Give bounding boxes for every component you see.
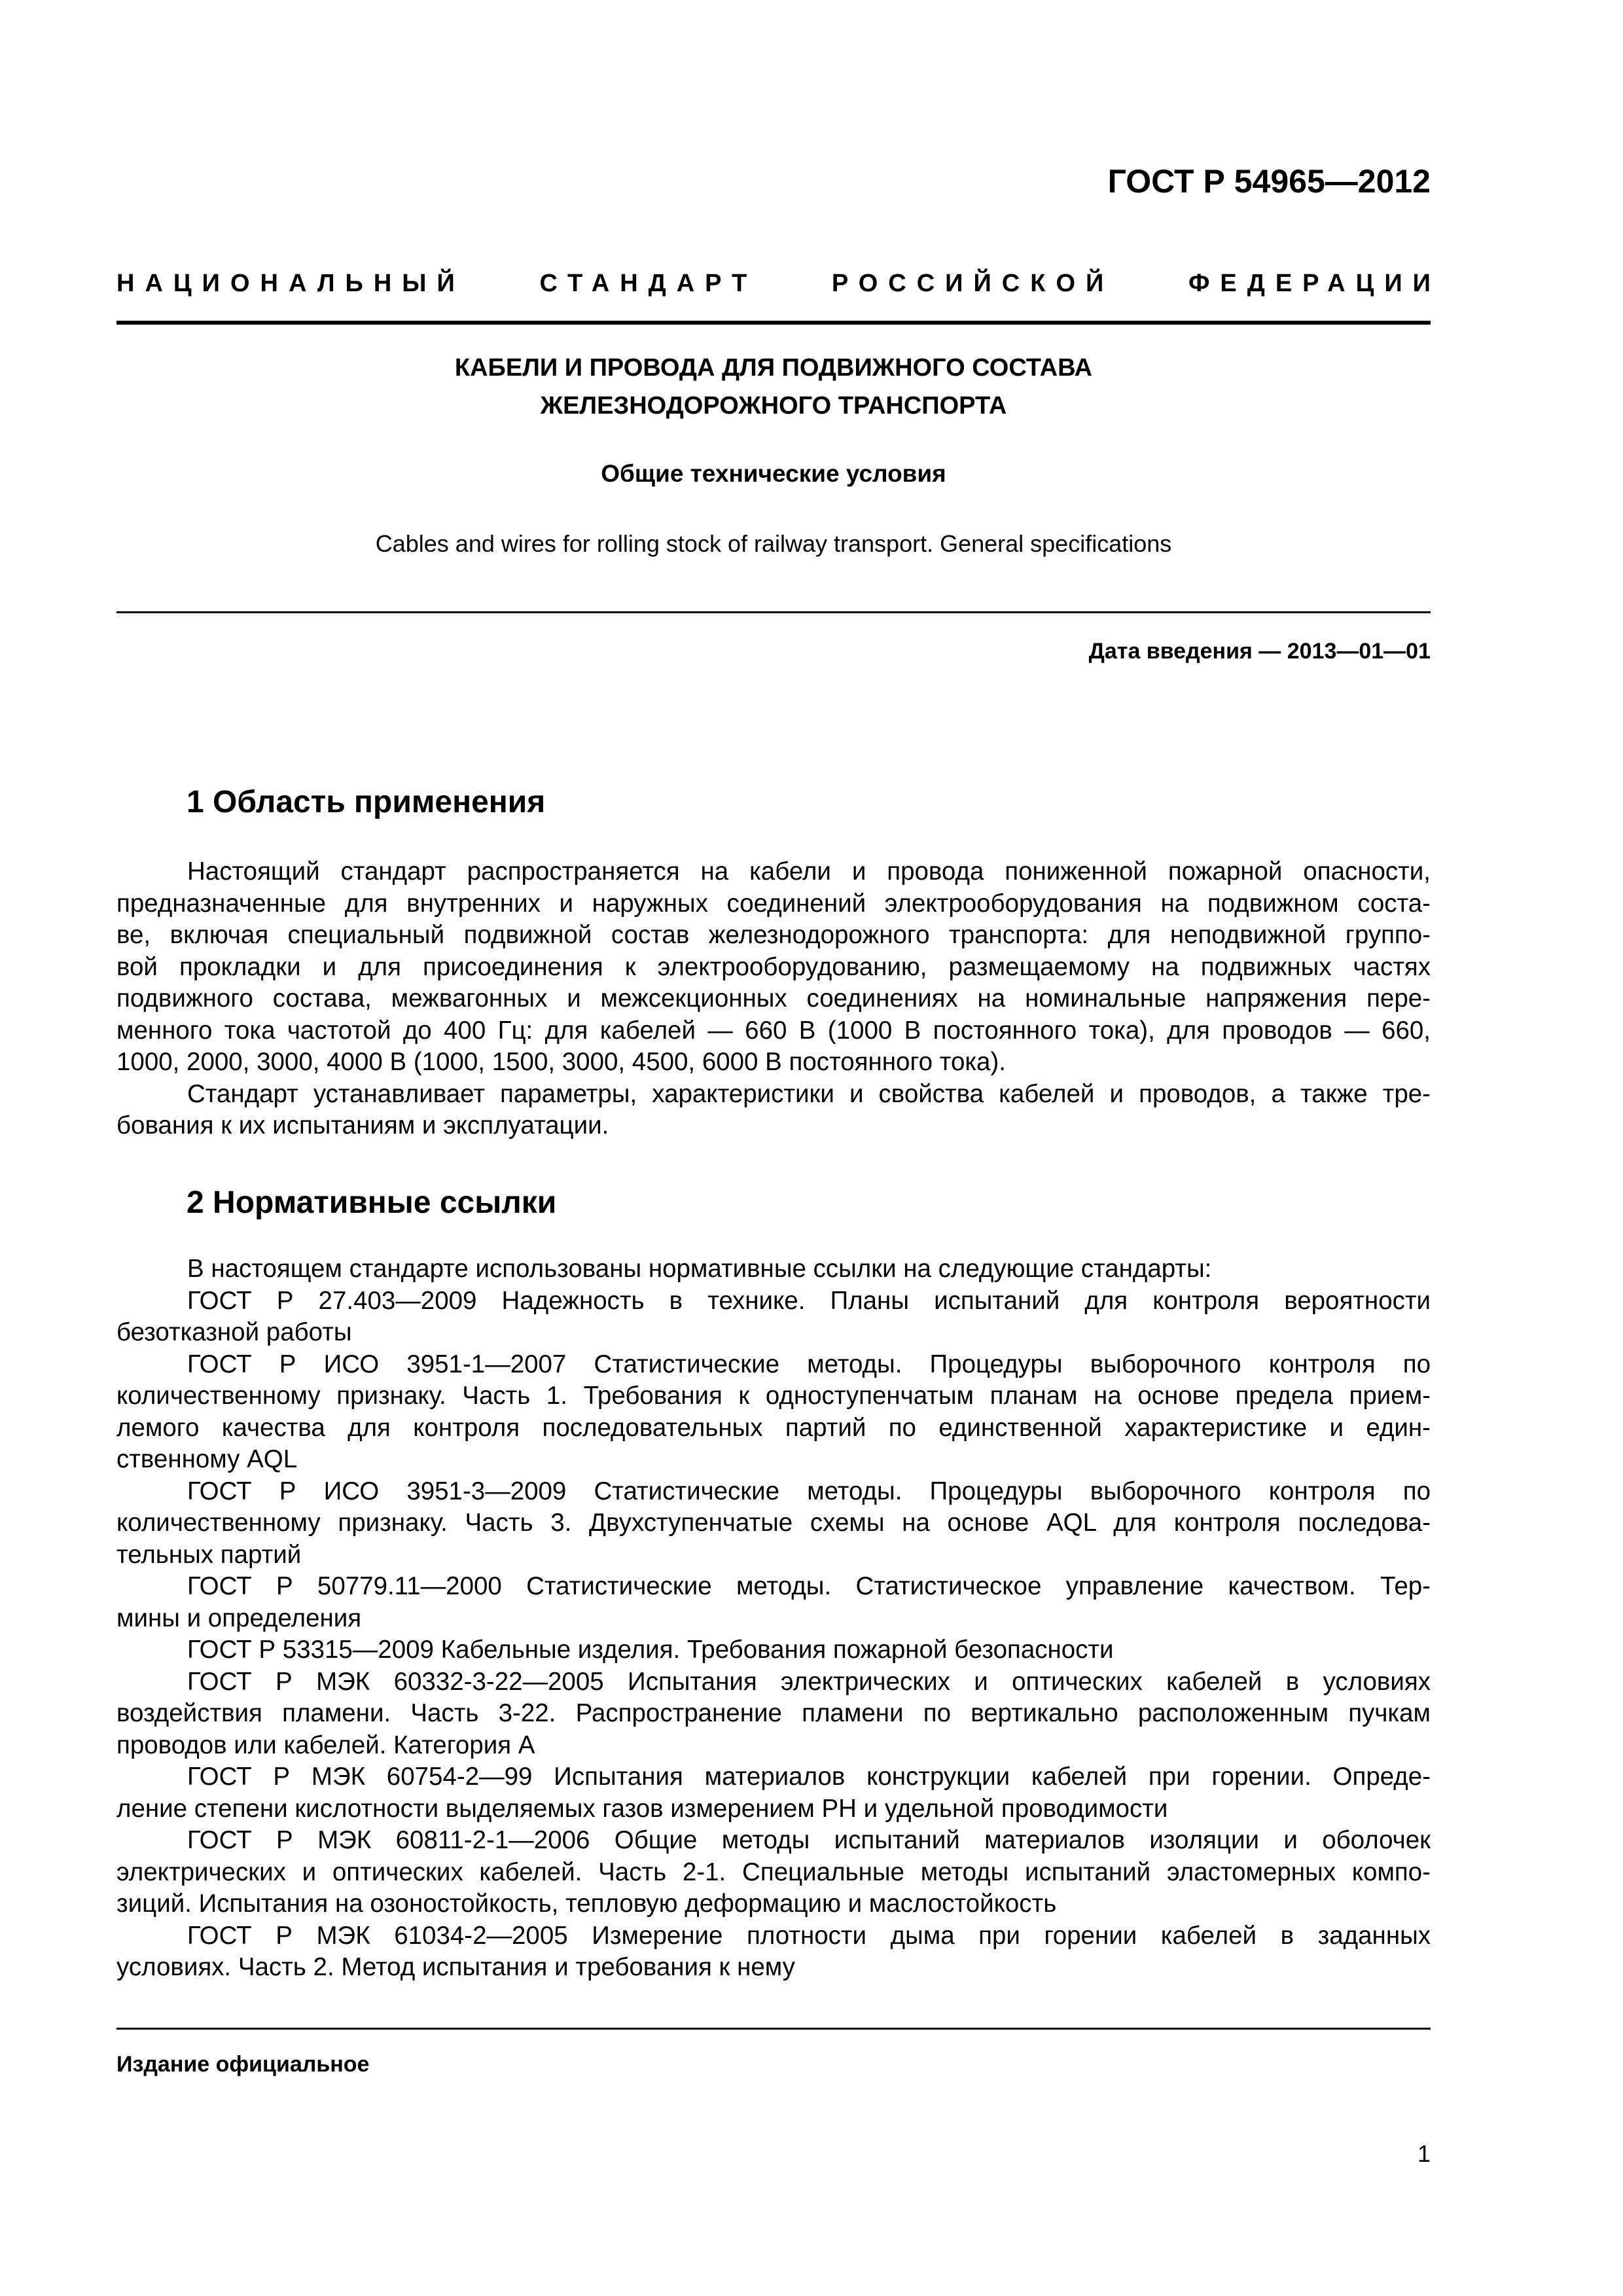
text-line: ГОСТ Р МЭК 61034-2—2005 Измерение плотности дыма при горении кабелей в заданных (187, 1921, 1431, 1950)
section-heading-references: 2 Нормативные ссылки (187, 1185, 557, 1220)
footer-rule (116, 2028, 1431, 2030)
text-line: Настоящий стандарт распространяется на кабели и провода пониженной пожарной опасности, (187, 857, 1431, 886)
standard-header-word: РОССИЙСКОЙ (831, 270, 1115, 297)
text-line: ление степени кислотности выделяемых газов измерением PH и удельной проводимости (116, 1794, 1168, 1823)
text-line: воздействия пламени. Часть 3-22. Распространение пламени по вертикально расположенным пучкам (116, 1699, 1431, 1727)
standard-header-word: НАЦИОНАЛЬНЫЙ (116, 270, 465, 297)
section-heading-scope: 1 Область применения (187, 785, 546, 819)
text-line: количественному признаку. Часть 1. Требования к одноступенчатым планам на основе предела прием- (116, 1382, 1431, 1410)
text-line: бования к их испытаниям и эксплуатации. (116, 1111, 609, 1139)
text-line: подвижного состава, межвагонных и межсекционных соединениях на номинальные напряжения пере- (116, 984, 1431, 1013)
introduction-date: Дата введения — 2013—01—01 (1088, 639, 1431, 664)
text-line: В настоящем стандарте использованы нормативные ссылки на следующие стандарты: (187, 1255, 1212, 1283)
text-line: менного тока частотой до 400 Гц: для кабелей — 660 В (1000 В постоянного тока), для проводов — 660, (116, 1016, 1431, 1045)
text-line: ГОСТ Р 53315—2009 Кабельные изделия. Требования пожарной безопасности (187, 1636, 1114, 1664)
text-line: проводов или кабелей. Категория А (116, 1731, 535, 1759)
text-line: зиций. Испытания на озоностойкость, тепловую деформацию и маслостойкость (116, 1890, 1057, 1918)
document-number: ГОСТ Р 54965—2012 (1107, 163, 1431, 200)
text-line: безотказной работы (116, 1318, 352, 1346)
text-line: ГОСТ Р МЭК 60811-2-1—2006 Общие методы испытаний материалов изоляции и оболочек (187, 1826, 1431, 1854)
title-rule (116, 611, 1431, 613)
text-line: Стандарт устанавливает параметры, характеристики и свойства кабелей и проводов, а также тре- (187, 1079, 1431, 1108)
document-title-line-2: ЖЕЛЕЗНОДОРОЖНОГО ТРАНСПОРТА (540, 392, 1007, 420)
text-line: ГОСТ Р 50779.11—2000 Статистические методы. Статистическое управление качеством. Тер- (187, 1572, 1431, 1600)
text-line: вой прокладки и для присоединения к электрооборудованию, размещаемому на подвижных частях (116, 952, 1431, 981)
english-title: Cables and wires for rolling stock of railway transport. General specifications (375, 530, 1172, 557)
text-line: лемого качества для контроля последовательных партий по единственной характеристике и един- (116, 1413, 1431, 1442)
text-line: ГОСТ Р ИСО 3951-1—2007 Статистические методы. Процедуры выборочного контроля по (187, 1350, 1431, 1378)
text-line: количественному признаку. Часть 3. Двухступенчатые схемы на основе AQL для контроля последова- (116, 1509, 1431, 1537)
header-rule (116, 321, 1431, 325)
text-line: ГОСТ Р МЭК 60754-2—99 Испытания материалов конструкции кабелей при горении. Опреде- (187, 1763, 1431, 1791)
text-line: мины и определения (116, 1604, 362, 1632)
text-line: ГОСТ Р ИСО 3951-3—2009 Статистические методы. Процедуры выборочного контроля по (187, 1477, 1431, 1505)
standard-header (116, 270, 1441, 298)
text-line: условиях. Часть 2. Метод испытания и требования к нему (116, 1953, 795, 1981)
text-line: ственному AQL (116, 1445, 298, 1473)
document-subtitle: Общие технические условия (601, 460, 946, 487)
text-line: электрических и оптических кабелей. Часть 2-1. Специальные методы испытаний эластомерных компо- (116, 1857, 1431, 1886)
document-title-line-1: КАБЕЛИ И ПРОВОДА ДЛЯ ПОДВИЖНОГО СОСТАВА (454, 354, 1093, 382)
text-line: ГОСТ Р МЭК 60332-3-22—2005 Испытания электрических и оптических кабелей в условиях (187, 1667, 1431, 1696)
edition-note: Издание официальное (116, 2052, 370, 2077)
text-line: тельных партий (116, 1540, 302, 1569)
section-body-references (116, 1253, 1431, 1984)
section-body-scope (116, 856, 1431, 1142)
text-line: предназначенные для внутренних и наружных соединений электрооборудования на подвижном соста- (116, 889, 1431, 918)
text-line: 1000, 2000, 3000, 4000 В (1000, 1500, 3000, 4500, 6000 В постоянного тока). (116, 1048, 1006, 1076)
standard-header-word: ФЕДЕРАЦИИ (1188, 270, 1441, 297)
text-line: ГОСТ Р 27.403—2009 Надежность в технике. Планы испытаний для контроля вероятности (187, 1286, 1431, 1315)
text-line: ве, включая специальный подвижной состав железнодорожного транспорта: для неподвижной группо- (116, 921, 1431, 949)
standard-header-word: СТАНДАРТ (539, 270, 758, 297)
page-number: 1 (1417, 2140, 1431, 2167)
